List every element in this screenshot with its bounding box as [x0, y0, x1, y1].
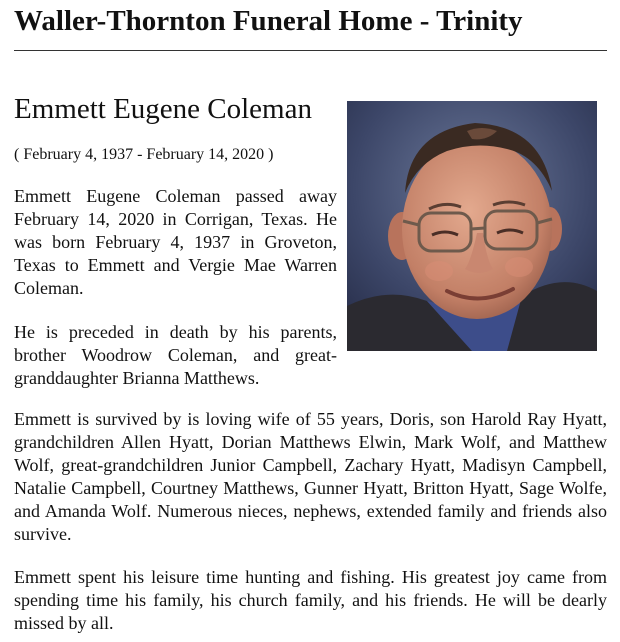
page-content [14, 0, 607, 633]
portrait-photo [347, 101, 597, 351]
deceased-name: Emmett Eugene Coleman [14, 93, 312, 125]
obituary-paragraph: Emmett Eugene Coleman passed away February 14, 2020 in Corrigan, Texas. He was born February 4, 1937 in Groveton, Texas to Emmett and Vergie Mae Warren Coleman. [14, 186, 337, 298]
obituary-paragraph: Emmett is survived by is loving wife of 55 years, Doris, son Harold Ray Hyatt, grandchildren Allen Hyatt, Dorian Matthews Elwin, Mark Wolf, and Matthew Wolf, great-grandchildren Junior Campbell, Zachary Hyatt, Madisyn Campbell, Natalie Campbell, Courtney Matthews, Gunner Hyatt, Britton Hyatt, Sage Wolfe, and Amanda Wolf. Numerous nieces, nephews, extended family and friends also survive. [14, 409, 607, 544]
site-title[interactable]: Waller-Thornton Funeral Home - Trinity [14, 5, 523, 37]
portrait-illustration [347, 101, 597, 351]
obituary-paragraph: He is preceded in death by his parents, brother Woodrow Coleman, and great-granddaughter Brianna Matthews. [14, 322, 337, 388]
header-divider [14, 50, 607, 51]
obituary-paragraph: Emmett spent his leisure time hunting and fishing. His greatest joy came from spending time his family, his church family, and his friends. He will be dearly missed by all. [14, 567, 607, 633]
life-dates: ( February 4, 1937 - February 14, 2020 ) [14, 146, 274, 163]
